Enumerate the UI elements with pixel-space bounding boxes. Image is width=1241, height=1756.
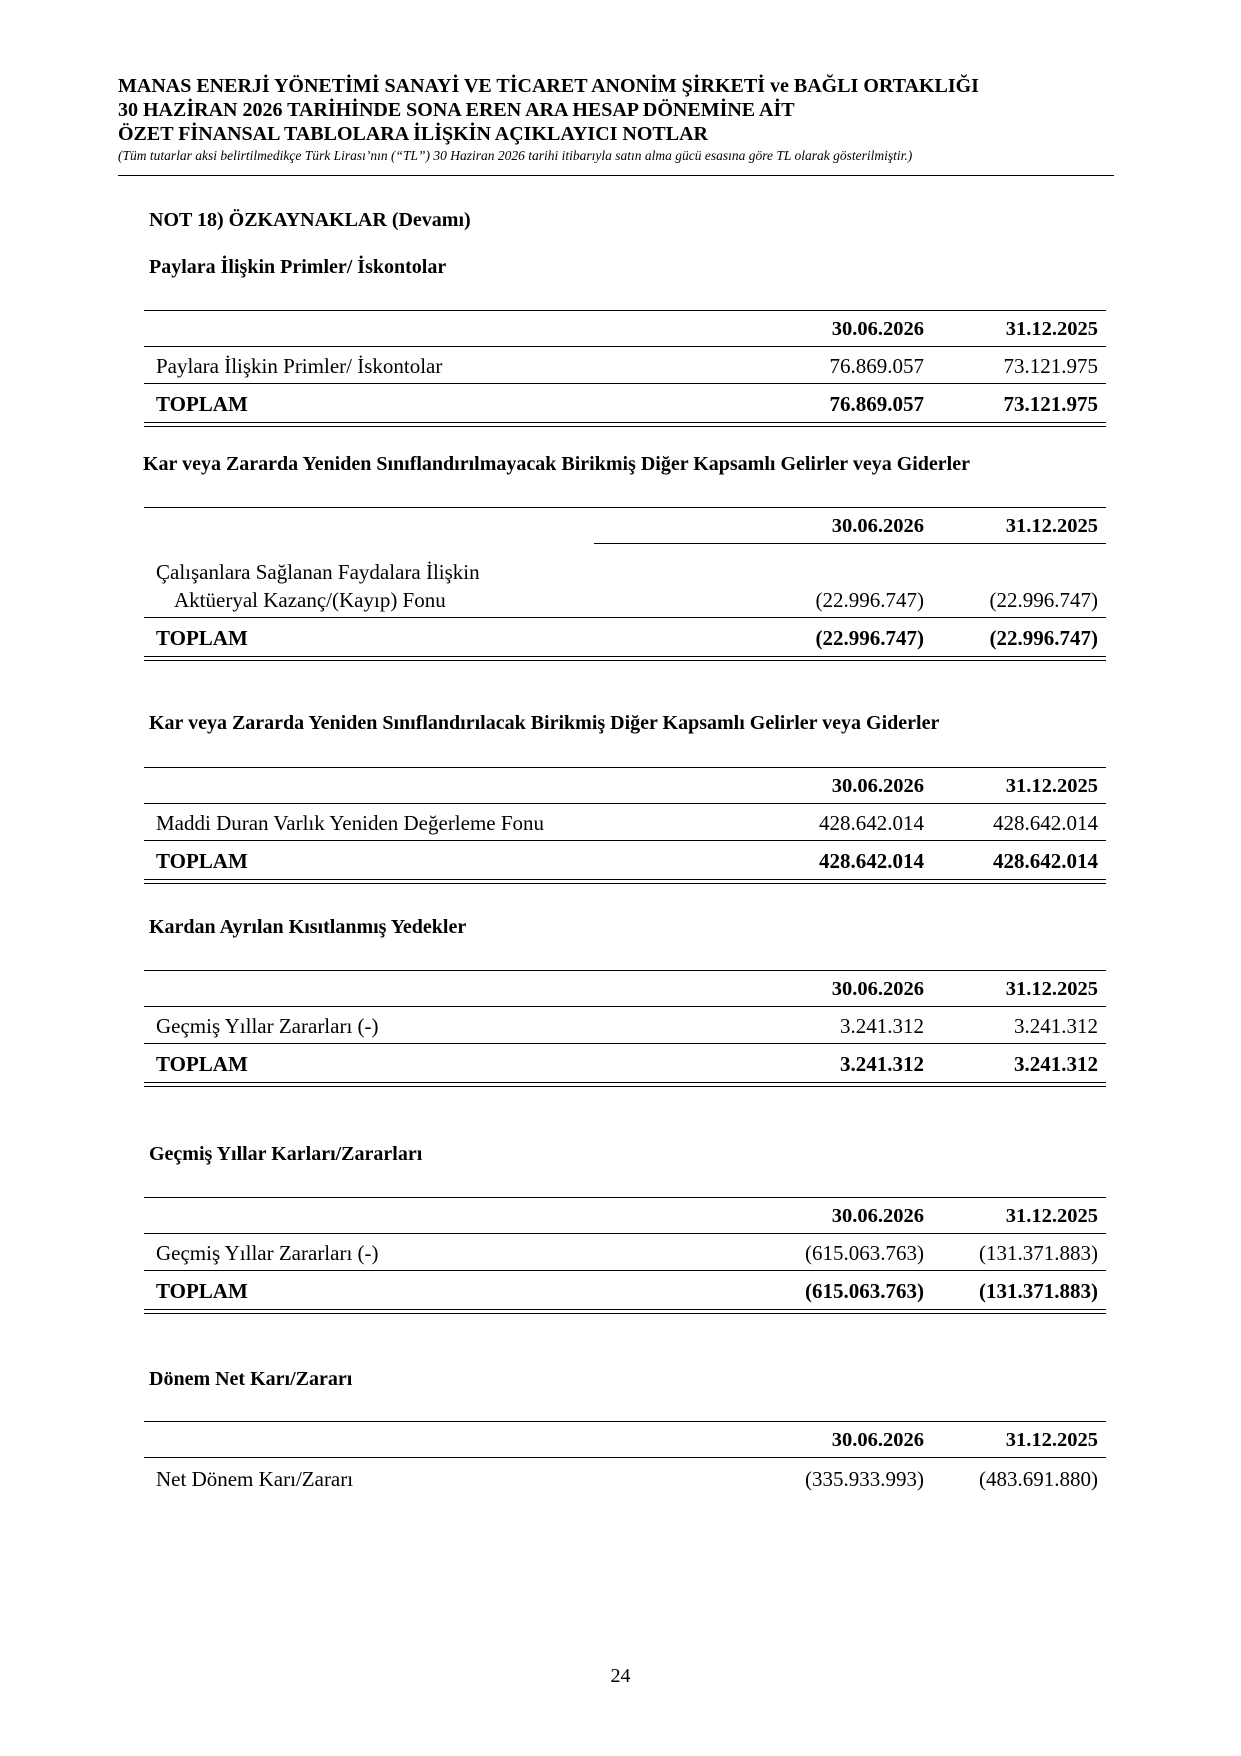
- total-value-2026: (22.996.747): [815, 626, 924, 650]
- total-label: TOPLAM: [156, 392, 248, 416]
- row-label: Geçmiş Yıllar Zararları (-): [156, 1014, 379, 1038]
- row-value-2026: 428.642.014: [819, 811, 924, 835]
- column-header-2025: 31.12.2025: [1005, 515, 1098, 537]
- header-rule: [144, 1457, 1106, 1458]
- header-rule: [144, 346, 1106, 347]
- table-top-rule: [144, 767, 1106, 768]
- page-number: 24: [610, 1665, 631, 1687]
- column-header-2025: 31.12.2025: [1005, 318, 1098, 340]
- total-value-2026: (615.063.763): [805, 1279, 924, 1303]
- column-header-2025: 31.12.2025: [1005, 978, 1098, 1000]
- column-header-2026: 30.06.2026: [831, 775, 924, 797]
- total-top-rule: [144, 383, 1106, 384]
- total-top-rule: [144, 840, 1106, 841]
- row-value-2026: (615.063.763): [805, 1241, 924, 1265]
- header-rule: [144, 1006, 1106, 1007]
- section-title-restricted-reserves: Kardan Ayrılan Kısıtlanmış Yedekler: [149, 916, 467, 938]
- row-label: Geçmiş Yıllar Zararları (-): [156, 1241, 379, 1265]
- total-top-rule: [144, 1043, 1106, 1044]
- column-header-2025: 31.12.2025: [1005, 775, 1098, 797]
- row-value-2025: (131.371.883): [979, 1241, 1098, 1265]
- column-header-2026: 30.06.2026: [831, 515, 924, 537]
- total-value-2026: 76.869.057: [829, 392, 924, 416]
- row-label: Maddi Duran Varlık Yeniden Değerleme Fonu: [156, 811, 545, 835]
- column-header-2026: 30.06.2026: [831, 978, 924, 1000]
- total-value-2025: 3.241.312: [1014, 1052, 1098, 1076]
- row-value-2026: 3.241.312: [840, 1014, 924, 1038]
- table-top-rule: [144, 1197, 1106, 1198]
- table-top-rule: [144, 1421, 1106, 1422]
- total-double-rule: [144, 422, 1106, 427]
- section-title-share-premiums: Paylara İlişkin Primler/ İskontolar: [149, 256, 447, 278]
- row-value-2025: (22.996.747): [989, 588, 1098, 612]
- total-double-rule: [144, 656, 1106, 661]
- header-company-name: MANAS ENERJİ YÖNETİMİ SANAYİ VE TİCARET ANONİM ŞİRKETİ ve BAĞLI ORTAKLIĞI: [118, 75, 979, 97]
- total-label: TOPLAM: [156, 626, 248, 650]
- row-label: Paylara İlişkin Primler/ İskontolar: [156, 354, 443, 378]
- total-double-rule: [144, 1309, 1106, 1314]
- header-rule: [144, 803, 1106, 804]
- table-top-rule: [144, 507, 1106, 508]
- total-value-2025: (131.371.883): [979, 1279, 1098, 1303]
- column-header-2026: 30.06.2026: [831, 318, 924, 340]
- section-title-oci-not-reclassified: Kar veya Zararda Yeniden Sınıflandırılmayacak Birikmiş Diğer Kapsamlı Gelirler veya Giderler: [143, 453, 970, 475]
- header-rule: [594, 543, 1106, 544]
- total-double-rule: [144, 879, 1106, 884]
- total-top-rule: [144, 1270, 1106, 1271]
- column-header-2025: 31.12.2025: [1005, 1205, 1098, 1227]
- total-value-2025: 428.642.014: [993, 849, 1098, 873]
- total-label: TOPLAM: [156, 1279, 248, 1303]
- row-value-2025: (483.691.880): [979, 1467, 1098, 1491]
- row-value-2025: 73.121.975: [1003, 354, 1098, 378]
- header-currency-note: (Tüm tutarlar aksi belirtilmedikçe Türk Lirası’nın (“TL”) 30 Haziran 2026 tarihi itibarıyla satın alma gücü esasına göre TL olarak gösterilmiştir.): [118, 148, 913, 163]
- document-header: [118, 74, 1114, 165]
- section-title-oci-reclassified: Kar veya Zararda Yeniden Sınıflandırılacak Birikmiş Diğer Kapsamlı Gelirler veya Giderler: [149, 712, 940, 734]
- header-period: 30 HAZİRAN 2026 TARİHİNDE SONA EREN ARA HESAP DÖNEMİNE AİT: [118, 99, 795, 121]
- row-value-2025: 3.241.312: [1014, 1014, 1098, 1038]
- total-value-2026: 3.241.312: [840, 1052, 924, 1076]
- note-title: NOT 18) ÖZKAYNAKLAR (Devamı): [149, 209, 471, 231]
- total-label: TOPLAM: [156, 849, 248, 873]
- column-header-2026: 30.06.2026: [831, 1205, 924, 1227]
- table-top-rule: [144, 310, 1106, 311]
- total-value-2025: (22.996.747): [989, 626, 1098, 650]
- table-top-rule: [144, 970, 1106, 971]
- header-divider: [118, 175, 1114, 176]
- row-value-2026: 76.869.057: [829, 354, 924, 378]
- row-value-2026: (22.996.747): [815, 588, 924, 612]
- row-label-line2: Aktüeryal Kazanç/(Kayıp) Fonu: [174, 588, 446, 612]
- column-header-2025: 31.12.2025: [1005, 1429, 1098, 1451]
- header-notes-title: ÖZET FİNANSAL TABLOLARA İLİŞKİN AÇIKLAYICI NOTLAR: [118, 123, 708, 145]
- section-title-net-profit: Dönem Net Karı/Zararı: [149, 1368, 353, 1390]
- column-header-2026: 30.06.2026: [831, 1429, 924, 1451]
- total-label: TOPLAM: [156, 1052, 248, 1076]
- total-value-2025: 73.121.975: [1003, 392, 1098, 416]
- header-rule: [144, 1233, 1106, 1234]
- row-label-line1: Çalışanlara Sağlanan Faydalara İlişkin: [156, 560, 480, 584]
- total-value-2026: 428.642.014: [819, 849, 924, 873]
- row-label: Net Dönem Karı/Zararı: [156, 1467, 354, 1491]
- row-value-2025: 428.642.014: [993, 811, 1098, 835]
- row-value-2026: (335.933.993): [805, 1467, 924, 1491]
- total-top-rule: [144, 617, 1106, 618]
- section-title-retained-earnings: Geçmiş Yıllar Karları/Zararları: [149, 1143, 423, 1165]
- total-double-rule: [144, 1082, 1106, 1087]
